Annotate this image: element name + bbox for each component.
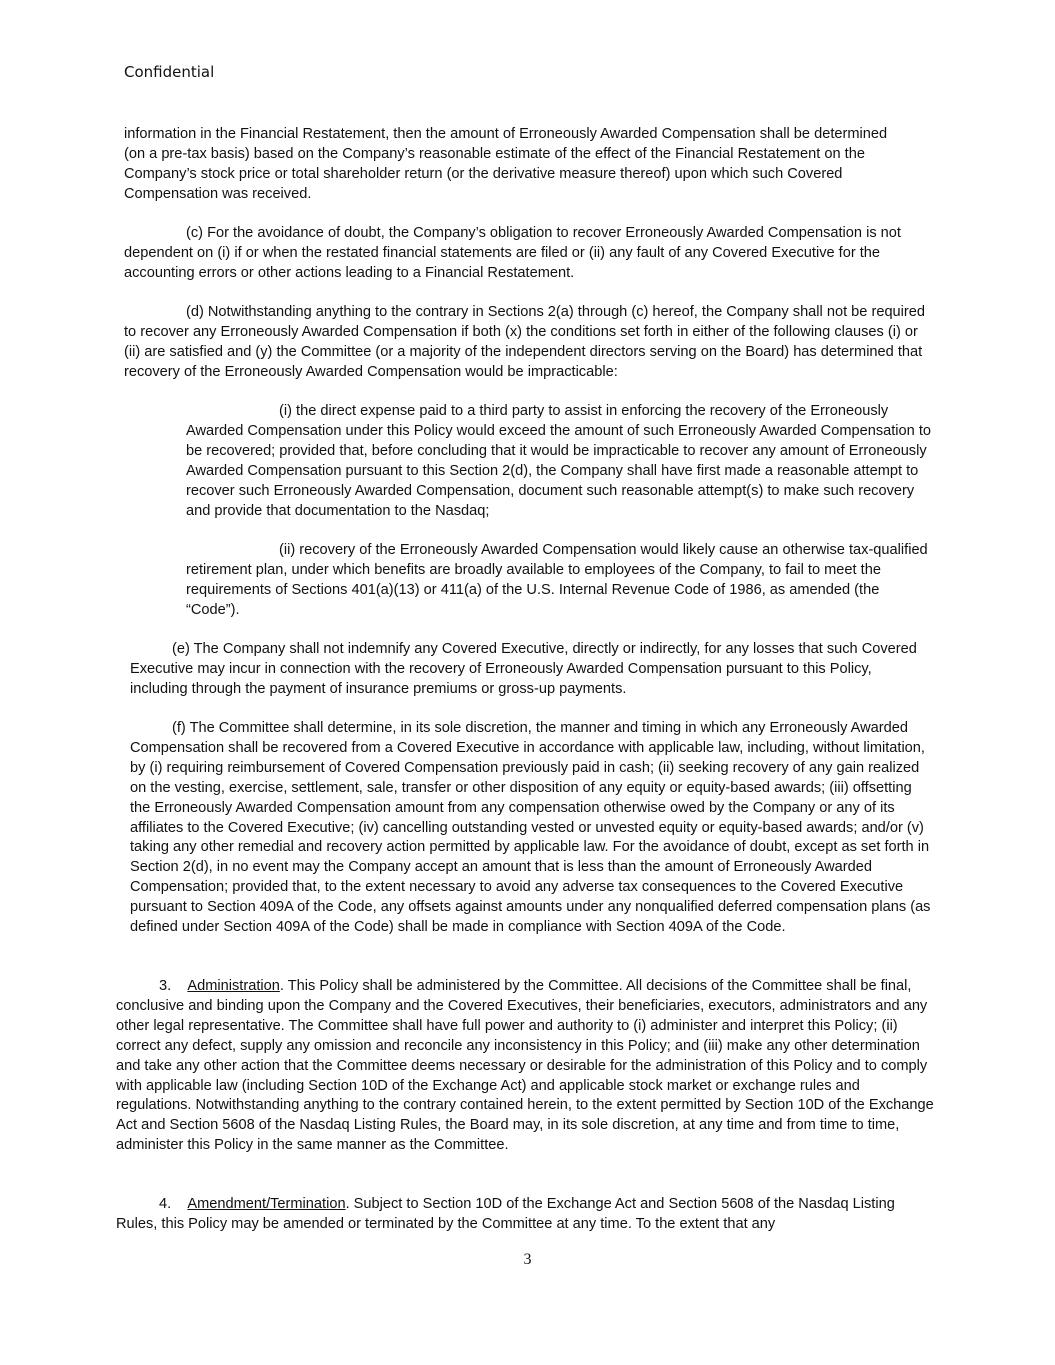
section-4-title: Amendment/Termination bbox=[187, 1196, 346, 1212]
confidential-header: Confidential bbox=[124, 63, 215, 81]
paragraph-f: (f) The Committee shall determine, in its sole discretion, the manner and timing in which any Erroneously Awarded Compensation shall be recovered from a Covered Executive in accordance with applicable law, including, without limitation, by (i) requiring reimbursement of Covered Compensation previously paid in cash; (ii) seeking recovery of any gain realized on the vesting, exercise, settlement, sale, transfer or other disposition of any equity or equity-based awards; (iii) offsetting the Erroneously Awarded Compensation amount from any compensation otherwise owed by the Company or any of its affiliates to the Covered Executive; (iv) cancelling outstanding vested or unvested equity or equity-based awards; and/or (v) taking any other remedial and recovery action permitted by applicable law. For the avoidance of doubt, except as set forth in Section 2(d), in no event may the Company accept an amount that is less than the amount of Erroneously Awarded Compensation; provided that, to the extent necessary to avoid any adverse tax consequences to the Covered Executive pursuant to Section 409A of the Code, any offsets against amounts under any nonqualified deferred compensation plans (as defined under Section 409A of the Code) shall be made in compliance with Section 409A of the Code. bbox=[130, 720, 931, 936]
paragraph-d-ii: (ii) recovery of the Erroneously Awarded Compensation would likely cause an otherwise tax-qualified retirement plan, under which benefits are broadly available to employees of the Company, to fail to meet the requirements of Sections 401(a)(13) or 411(a) of the U.S. Internal Revenue Code of 1986, as amended (the “Code”). bbox=[186, 542, 928, 618]
section-3-administration bbox=[116, 977, 936, 1156]
paragraph-d: (d) Notwithstanding anything to the contrary in Sections 2(a) through (c) hereof, the Company shall not be required to recover any Erroneously Awarded Compensation if both (x) the conditions set forth in either of the following clauses (i) or (ii) are satisfied and (y) the Committee (or a majority of the independent directors serving on the Board) has determined that recovery of the Erroneously Awarded Compensation would be impracticable: bbox=[124, 304, 926, 380]
page-number: 3 bbox=[523, 1251, 532, 1268]
paragraph-d-i: (i) the direct expense paid to a third party to assist in enforcing the recovery of the Erroneously Awarded Compensation under this Policy would exceed the amount of such Erroneously Awarded Compensation to be recovered; provided that, before concluding that it would be impracticable to recover any amount of Erroneously Awarded Compensation pursuant to this Section 2(d), the Company shall have first made a reasonable attempt to recover such Erroneously Awarded Compensation, document such reasonable attempt(s) to make such recovery and provide that documentation to the Nasdaq; bbox=[186, 403, 931, 519]
section-4-number: 4. bbox=[159, 1196, 172, 1212]
paragraph-e: (e) The Company shall not indemnify any Covered Executive, directly or indirectly, for any losses that such Covered Executive may incur in connection with the recovery of Erroneously Awarded Compensation pursuant to this Policy, including through the payment of insurance premiums or gross-up payments. bbox=[130, 641, 917, 697]
section-3-number: 3. bbox=[159, 978, 172, 994]
section-3-body: . This Policy shall be administered by the Committee. All decisions of the Committee shall be final, conclusive and binding upon the Company and the Covered Executives, their beneficiaries, executors, administrators and any other legal representative. The Committee shall have full power and authority to (i) administer and interpret this Policy; (ii) correct any defect, supply any omission and reconcile any inconsistency in this Policy; and (iii) make any other determination and take any other action that the Committee deems necessary or desirable for the administration of this Policy and to comply with applicable law (including Section 10D of the Exchange Act) and applicable stock market or exchange rules and regulations. Notwithstanding anything to the contrary contained herein, to the extent permitted by Section 10D of the Exchange Act and Section 5608 of the Nasdaq Listing Rules, the Board may, in its sole discretion, at any time and from time to time, administer this Policy in the same manner as the Committee. bbox=[116, 978, 934, 1154]
paragraph-intro: information in the Financial Restatement, then the amount of Erroneously Awarded Compensation shall be determined (on a pre-tax basis) based on the Company’s reasonable estimate of the effect of the Financial Restatement on the Company’s stock price or total shareholder return (or the derivative measure thereof) upon which such Covered Compensation was received. bbox=[124, 126, 888, 202]
section-3-title: Administration bbox=[187, 978, 280, 994]
section-4-body: . Subject to Section 10D of the Exchange Act and Section 5608 of the Nasdaq Listing Rules, this Policy may be amended or terminated by the Committee at any time. To the extent that any bbox=[116, 1196, 895, 1232]
paragraph-c: (c) For the avoidance of doubt, the Company’s obligation to recover Erroneously Awarded Compensation is not dependent on (i) if or when the restated financial statements are filed or (ii) any fault of any Covered Executive for the accounting errors or other actions leading to a Financial Restatement. bbox=[124, 225, 901, 281]
section-4-amendment bbox=[116, 1195, 936, 1235]
